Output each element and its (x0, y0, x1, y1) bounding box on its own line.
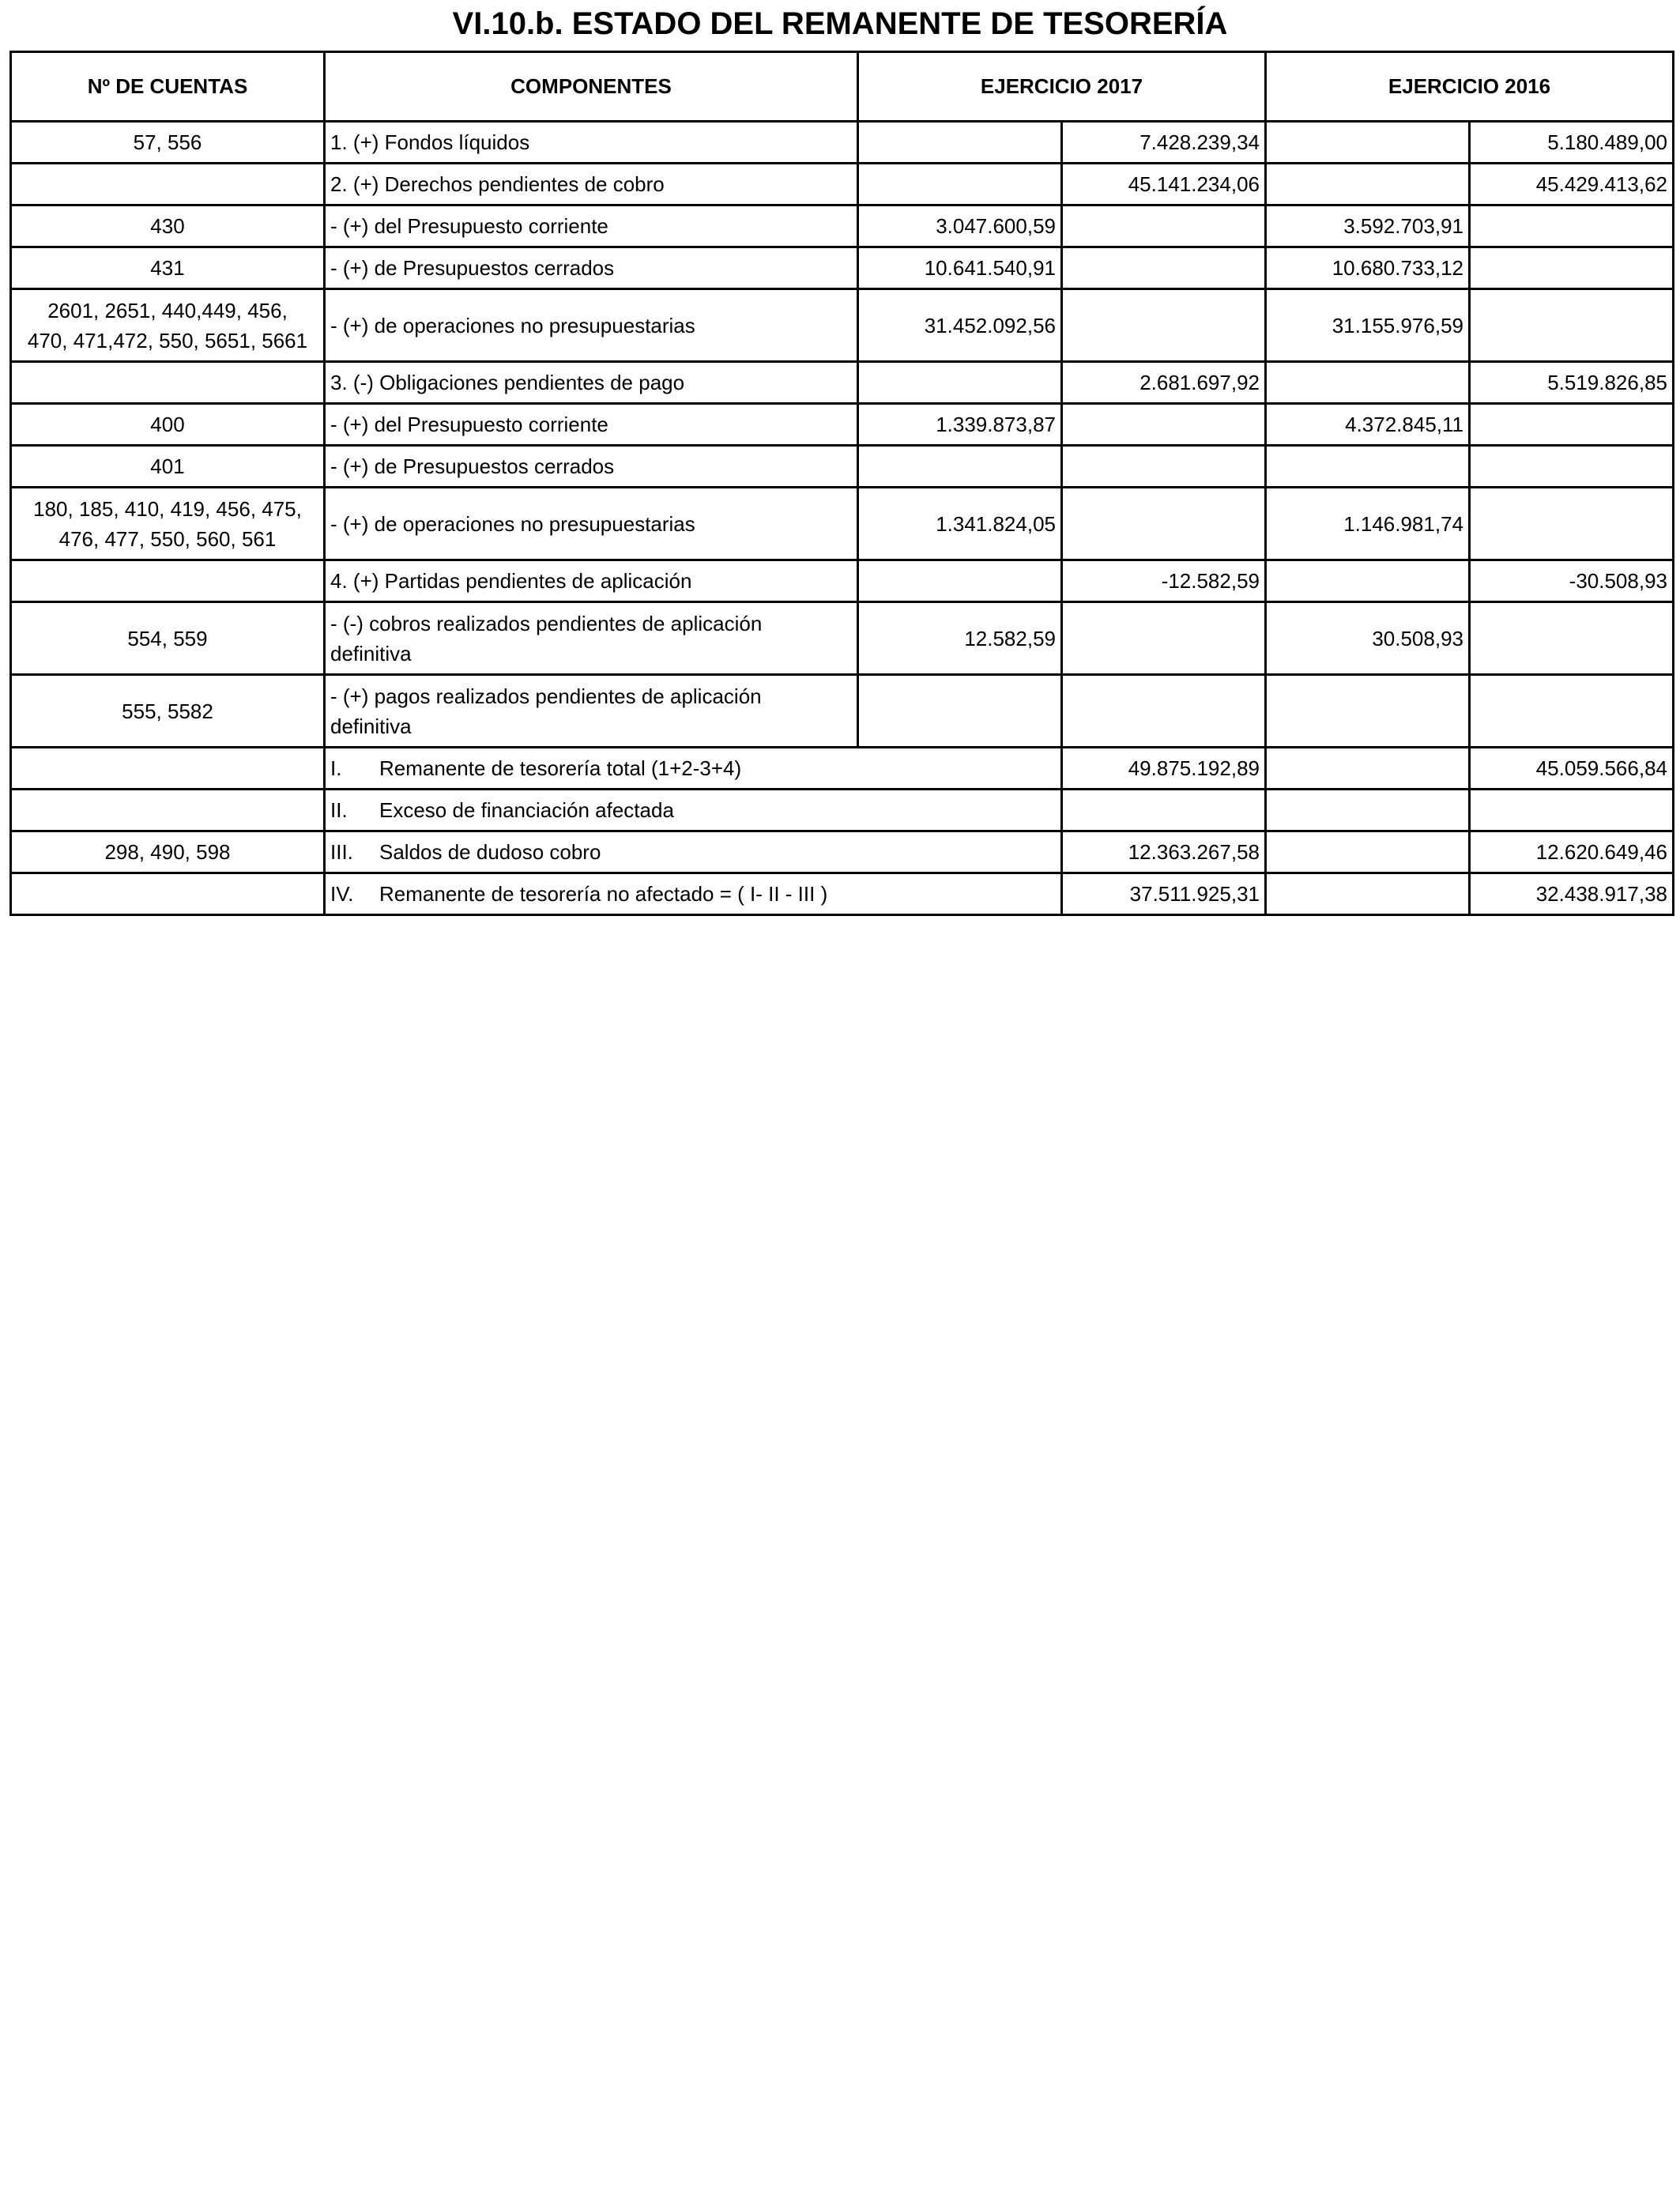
detail-2017-cell (858, 675, 1062, 748)
detail-2016-cell: 4.372.845,11 (1266, 404, 1470, 446)
summary-label-cell (325, 748, 1062, 790)
total-2017-cell: 49.875.192,89 (1062, 748, 1266, 790)
detail-2016-cell: 31.155.976,59 (1266, 289, 1470, 362)
table-row (11, 488, 1674, 560)
detail-2016-cell: 1.146.981,74 (1266, 488, 1470, 560)
accounts-cell: 57, 556 (11, 122, 325, 164)
total-2017-cell (1062, 488, 1266, 560)
total-2017-cell: 12.363.267,58 (1062, 831, 1266, 873)
total-2016-cell: -30.508,93 (1470, 560, 1674, 602)
accounts-cell (11, 164, 325, 205)
summary-label: Saldos de dudoso cobro (379, 840, 601, 864)
table-row (11, 362, 1674, 404)
total-2016-cell: 45.059.566,84 (1470, 748, 1674, 790)
accounts-cell: 298, 490, 598 (11, 831, 325, 873)
detail-2016-cell (1266, 675, 1470, 748)
summary-row (11, 748, 1674, 790)
detail-2017-cell (858, 164, 1062, 205)
total-2016-cell (1470, 247, 1674, 289)
roman-numeral: II. (330, 798, 348, 822)
accounts-cell (11, 488, 325, 560)
summary-label: Exceso de financiación afectada (379, 798, 674, 822)
accounts-line: 2601, 2651, 440,449, 456, (47, 298, 288, 322)
summary-row (11, 790, 1674, 831)
summary-label: Remanente de tesorería total (1+2-3+4) (379, 756, 742, 780)
summary-row (11, 831, 1674, 873)
accounts-cell (11, 289, 325, 362)
total-2017-cell (1062, 446, 1266, 488)
detail-2017-cell: 1.339.873,87 (858, 404, 1062, 446)
component-line: - (+) pagos realizados pendientes de aplicación (330, 684, 762, 708)
detail-2016-cell (1266, 164, 1470, 205)
detail-2017-cell (858, 362, 1062, 404)
total-2017-cell (1062, 247, 1266, 289)
total-2016-cell (1470, 205, 1674, 247)
component-cell: 1. (+) Fondos líquidos (325, 122, 858, 164)
remanente-tesoreria-table (9, 51, 1674, 916)
accounts-cell: 400 (11, 404, 325, 446)
total-2017-cell: 2.681.697,92 (1062, 362, 1266, 404)
table-row (11, 446, 1674, 488)
accounts-cell (11, 560, 325, 602)
detail-2017-cell (858, 560, 1062, 602)
total-2017-cell: 45.141.234,06 (1062, 164, 1266, 205)
total-2016-cell (1470, 446, 1674, 488)
accounts-cell: 554, 559 (11, 602, 325, 675)
table-row (11, 164, 1674, 205)
detail-2016-cell: 10.680.733,12 (1266, 247, 1470, 289)
header-year-2017: EJERCICIO 2017 (858, 52, 1266, 122)
total-2017-cell (1062, 289, 1266, 362)
total-2016-cell: 12.620.649,46 (1470, 831, 1674, 873)
accounts-cell: 555, 5582 (11, 675, 325, 748)
component-cell: - (+) de operaciones no presupuestarias (325, 488, 858, 560)
detail-2016-cell (1266, 748, 1470, 790)
detail-2016-cell (1266, 831, 1470, 873)
detail-2016-cell (1266, 873, 1470, 915)
summary-label-cell (325, 831, 1062, 873)
component-cell: 3. (-) Obligaciones pendientes de pago (325, 362, 858, 404)
summary-label-cell (325, 873, 1062, 915)
accounts-cell: 430 (11, 205, 325, 247)
header-components: COMPONENTES (325, 52, 858, 122)
component-cell: 4. (+) Partidas pendientes de aplicación (325, 560, 858, 602)
detail-2017-cell: 12.582,59 (858, 602, 1062, 675)
component-cell: - (+) de Presupuestos cerrados (325, 446, 858, 488)
table-row (11, 122, 1674, 164)
total-2016-cell: 5.519.826,85 (1470, 362, 1674, 404)
total-2017-cell: -12.582,59 (1062, 560, 1266, 602)
detail-2016-cell (1266, 362, 1470, 404)
header-accounts: Nº DE CUENTAS (11, 52, 325, 122)
component-line: definitiva (330, 641, 412, 665)
component-cell: - (+) del Presupuesto corriente (325, 404, 858, 446)
header-year-2016: EJERCICIO 2016 (1266, 52, 1674, 122)
accounts-line: 180, 185, 410, 419, 456, 475, (33, 496, 302, 521)
detail-2017-cell: 31.452.092,56 (858, 289, 1062, 362)
total-2017-cell: 7.428.239,34 (1062, 122, 1266, 164)
accounts-cell (11, 362, 325, 404)
component-cell: 2. (+) Derechos pendientes de cobro (325, 164, 858, 205)
accounts-cell (11, 790, 325, 831)
page-title: VI.10.b. ESTADO DEL REMANENTE DE TESORERÍA (452, 6, 1228, 41)
table-row (11, 675, 1674, 748)
detail-2017-cell: 3.047.600,59 (858, 205, 1062, 247)
roman-numeral: III. (330, 840, 353, 864)
summary-label-cell (325, 790, 1062, 831)
component-cell: - (+) de operaciones no presupuestarias (325, 289, 858, 362)
roman-numeral: IV. (330, 882, 354, 906)
detail-2016-cell (1266, 446, 1470, 488)
total-2016-cell (1470, 675, 1674, 748)
component-line: definitiva (330, 714, 412, 738)
accounts-line: 470, 471,472, 550, 5651, 5661 (27, 328, 308, 352)
roman-numeral: I. (330, 756, 342, 780)
total-2017-cell (1062, 675, 1266, 748)
summary-row (11, 873, 1674, 915)
detail-2016-cell: 30.508,93 (1266, 602, 1470, 675)
component-cell (325, 675, 858, 748)
accounts-cell (11, 748, 325, 790)
detail-2016-cell: 3.592.703,91 (1266, 205, 1470, 247)
accounts-line: 476, 477, 550, 560, 561 (58, 526, 277, 551)
total-2016-cell (1470, 404, 1674, 446)
total-2017-cell (1062, 790, 1266, 831)
summary-label: Remanente de tesorería no afectado = ( I- II - III ) (379, 882, 828, 906)
total-2016-cell (1470, 602, 1674, 675)
table-header-row (11, 52, 1674, 122)
accounts-cell: 401 (11, 446, 325, 488)
total-2017-cell: 37.511.925,31 (1062, 873, 1266, 915)
table-row (11, 289, 1674, 362)
detail-2017-cell (858, 122, 1062, 164)
accounts-cell (11, 873, 325, 915)
total-2016-cell (1470, 790, 1674, 831)
detail-2017-cell: 10.641.540,91 (858, 247, 1062, 289)
total-2017-cell (1062, 205, 1266, 247)
total-2017-cell (1062, 404, 1266, 446)
table-row (11, 247, 1674, 289)
total-2016-cell (1470, 289, 1674, 362)
total-2016-cell (1470, 488, 1674, 560)
component-cell: - (+) de Presupuestos cerrados (325, 247, 858, 289)
detail-2016-cell (1266, 560, 1470, 602)
table-row (11, 602, 1674, 675)
total-2016-cell: 5.180.489,00 (1470, 122, 1674, 164)
detail-2016-cell (1266, 790, 1470, 831)
component-cell (325, 602, 858, 675)
table-row (11, 404, 1674, 446)
component-cell: - (+) del Presupuesto corriente (325, 205, 858, 247)
table-row (11, 205, 1674, 247)
detail-2017-cell (858, 446, 1062, 488)
table-row (11, 560, 1674, 602)
total-2017-cell (1062, 602, 1266, 675)
detail-2017-cell: 1.341.824,05 (858, 488, 1062, 560)
total-2016-cell: 45.429.413,62 (1470, 164, 1674, 205)
detail-2016-cell (1266, 122, 1470, 164)
accounts-cell: 431 (11, 247, 325, 289)
component-line: - (-) cobros realizados pendientes de aplicación (330, 611, 763, 635)
total-2016-cell: 32.438.917,38 (1470, 873, 1674, 915)
